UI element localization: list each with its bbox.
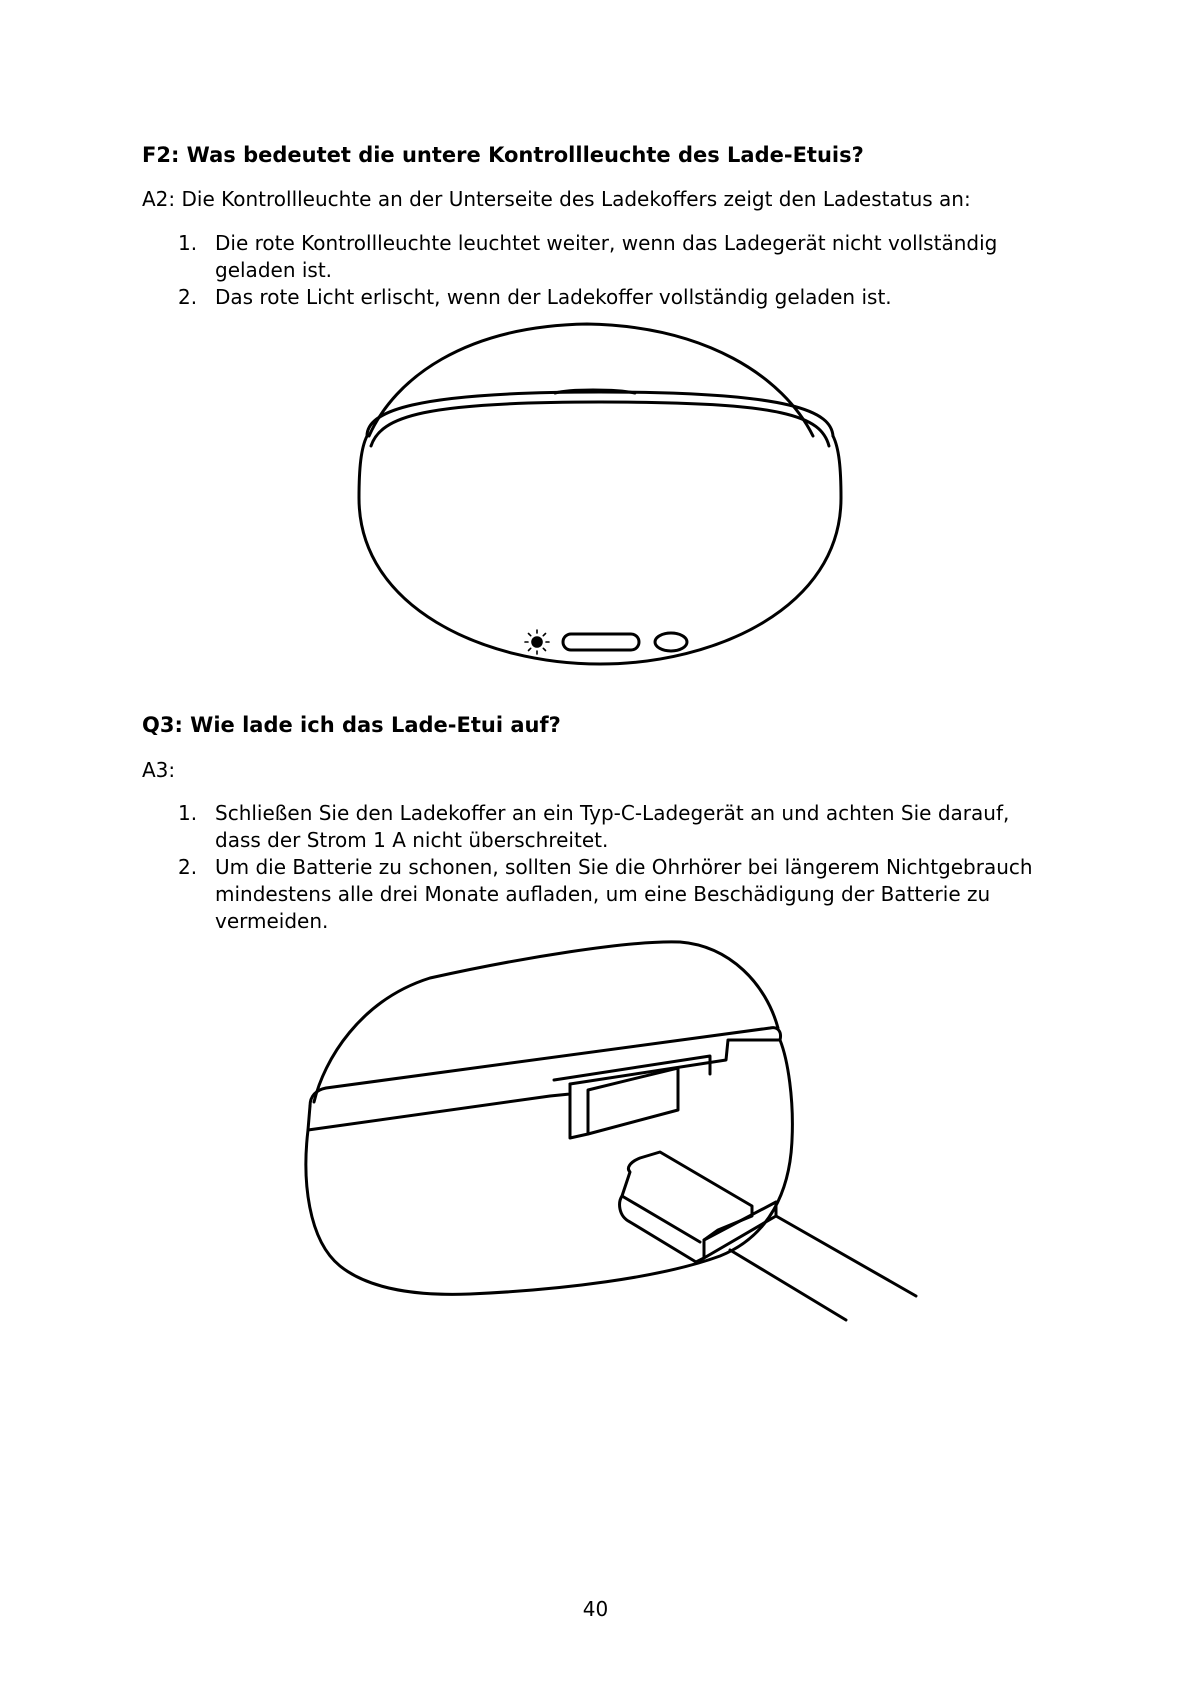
list-item [142,854,1042,935]
list-item-text: Um die Batterie zu schonen, sollten Sie die Ohrhörer bei längerem Nichtgebrauch mindestens alle drei Monate aufladen, um eine Beschädigung der Batterie zu vermeiden. [215,855,1033,933]
page-number: 40 [582,1597,609,1621]
indicator-light-icon [525,630,549,654]
list-item-text: Die rote Kontrollleuchte leuchtet weiter, wenn das Ladegerät nicht vollständig geladen ist. [215,231,998,282]
q3-heading: Q3: Wie lade ich das Lade-Etui auf? [142,713,561,737]
q3-answer-intro: A3: [142,758,176,782]
list-item-text: Das rote Licht erlischt, wenn der Ladekoffer vollständig geladen ist. [215,285,892,309]
list-item-number: 1. [178,801,198,825]
q2-answer-intro: A2: Die Kontrollleuchte an der Unterseite des Ladekoffers zeigt den Ladestatus an: [142,187,971,211]
q2-heading: F2: Was bedeutet die untere Kontrollleuchte des Lade-Etuis? [142,143,864,167]
q3-answer-list [142,800,1042,935]
list-item [142,284,1042,311]
charging-case-bottom-illustration [355,318,845,670]
charging-case-cable-illustration [300,940,940,1360]
list-item-number: 2. [178,855,198,879]
q2-answer-list [142,230,1042,311]
list-item [142,230,1042,284]
list-item-number: 2. [178,285,198,309]
list-item-text: Schließen Sie den Ladekoffer an ein Typ-C-Ladegerät an und achten Sie darauf, dass der Strom 1 A nicht überschreitet. [215,801,1010,852]
list-item [142,800,1042,854]
list-item-number: 1. [178,231,198,255]
